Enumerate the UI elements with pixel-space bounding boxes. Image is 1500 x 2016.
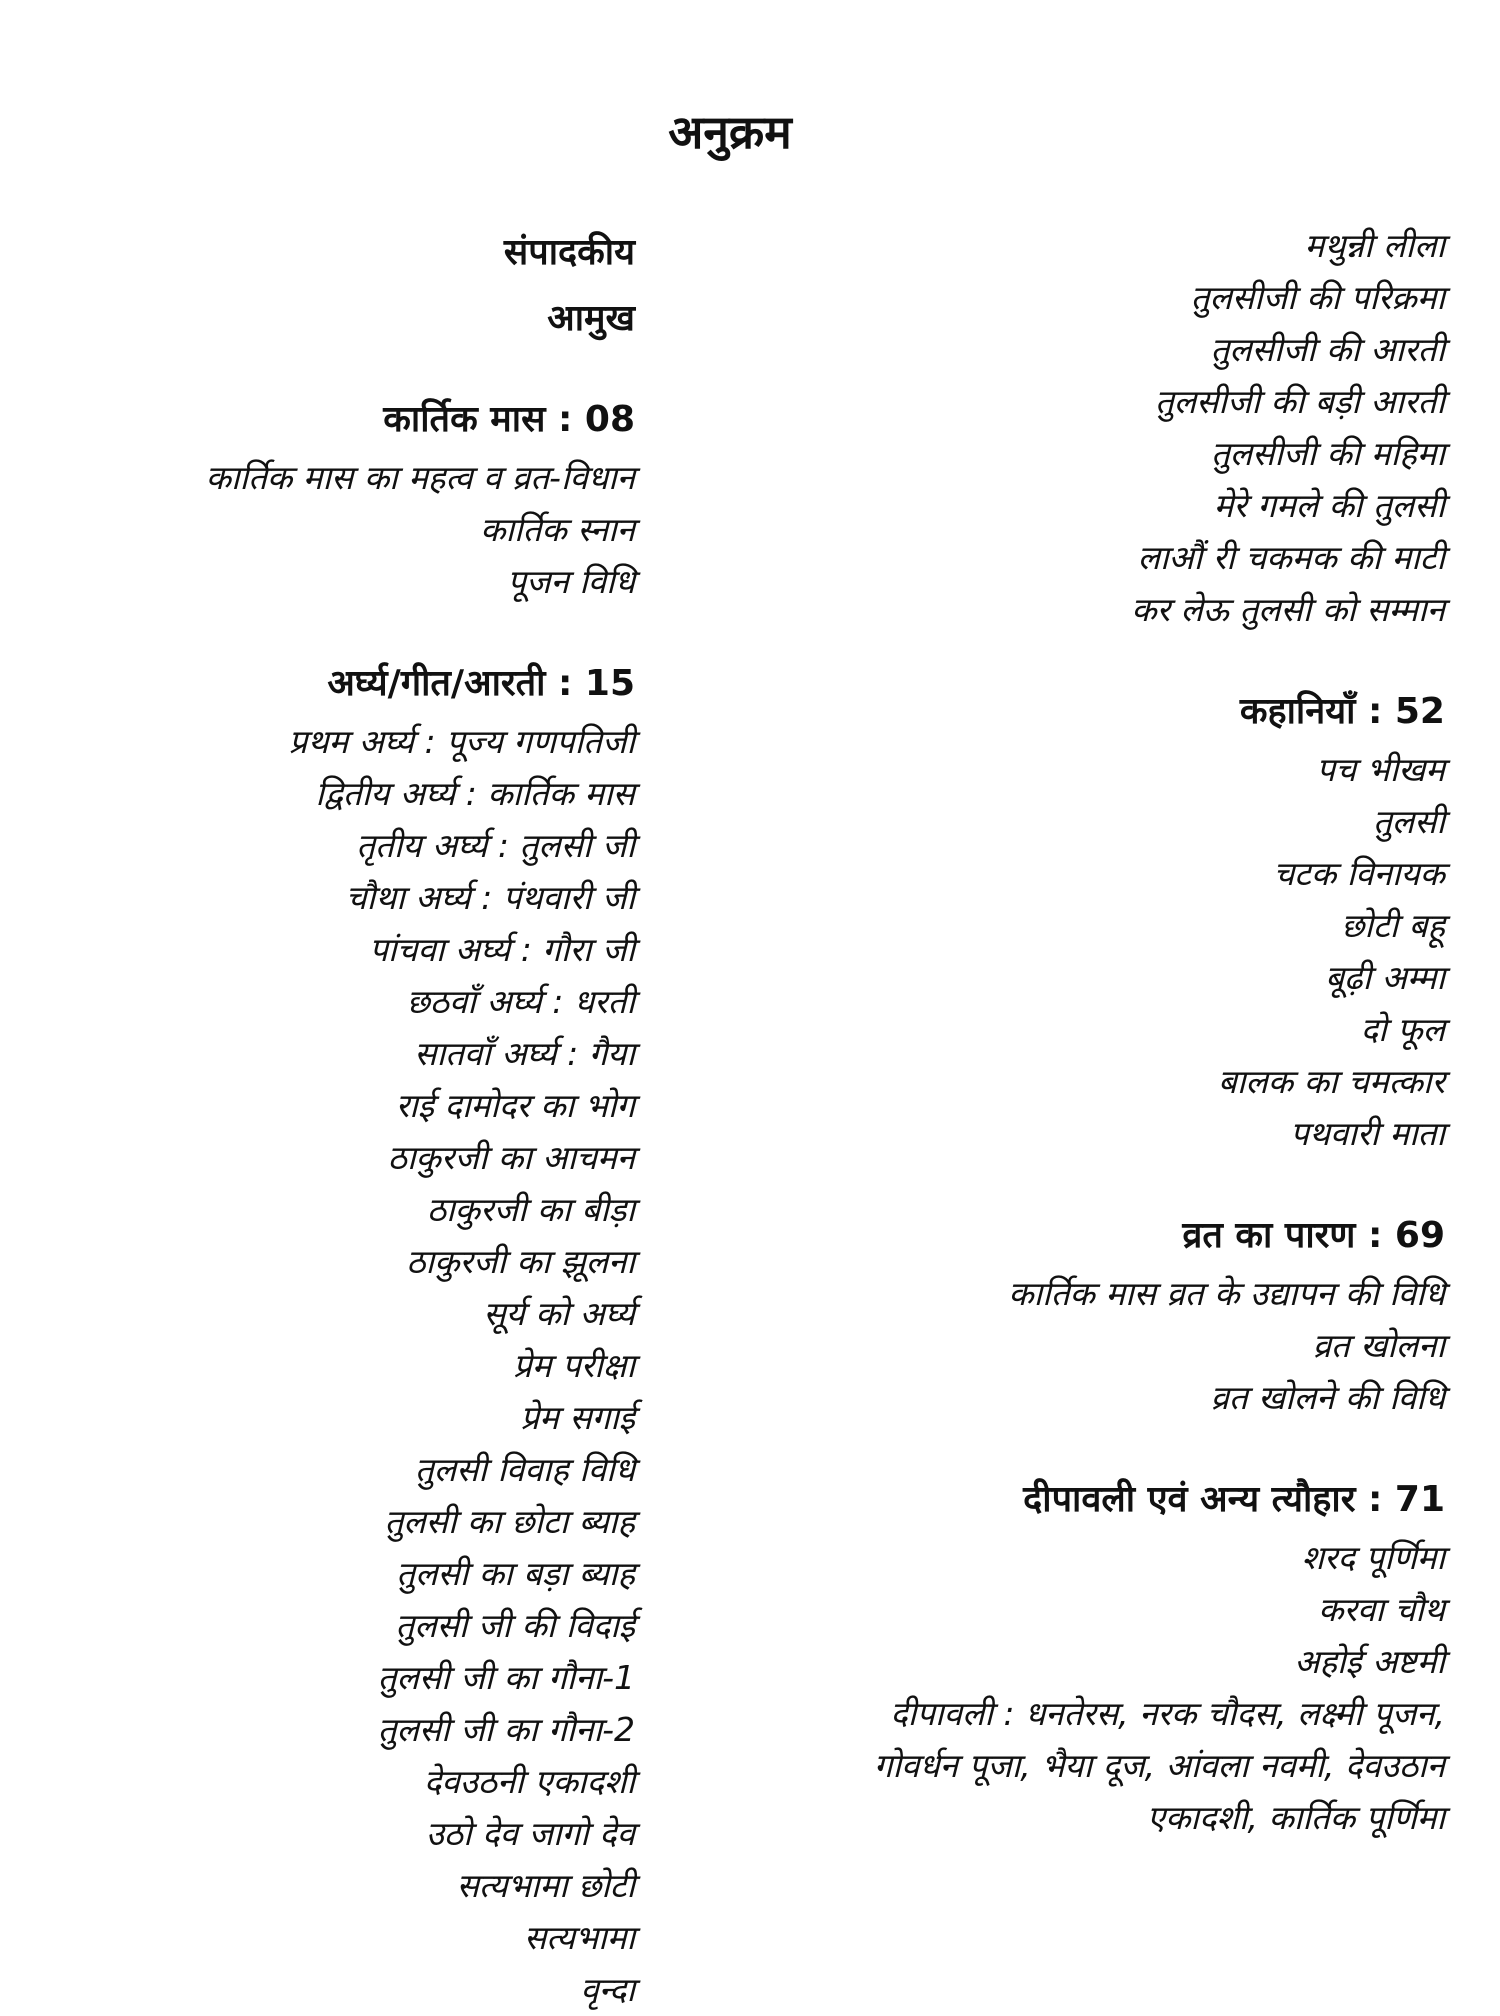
toc-item[interactable]: अहोई अष्टमी xyxy=(1294,1642,1445,1681)
toc-item[interactable]: तुलसी जी की विदाई xyxy=(395,1606,635,1645)
toc-item[interactable]: व्रत खोलने की विधि xyxy=(1210,1378,1445,1417)
toc-item[interactable]: देवउठनी एकादशी xyxy=(423,1762,635,1801)
toc-item[interactable]: छठवाँ अर्घ्य : धरती xyxy=(406,982,635,1021)
toc-item[interactable]: सत्यभामा xyxy=(523,1918,635,1957)
section-kartik-maas xyxy=(40,388,635,608)
toc-item[interactable]: लाऔं री चकमक की माटी xyxy=(1137,538,1445,577)
toc-item[interactable]: तुलसीजी की महिमा xyxy=(1210,434,1445,473)
toc-item[interactable]: सातवाँ अर्घ्य : गैया xyxy=(414,1034,635,1073)
section-deepawali xyxy=(660,1468,1445,1844)
section-arghya-geet-aarti xyxy=(40,652,635,2016)
toc-item[interactable]: चौथा अर्घ्य : पंथवारी जी xyxy=(345,878,635,917)
toc-item[interactable]: पांचवा अर्घ्य : गौरा जी xyxy=(369,930,635,969)
section-heading[interactable]: व्रत का पारण : 69 xyxy=(1182,1215,1445,1256)
toc-item[interactable]: मथुन्नी लीला xyxy=(1304,226,1445,265)
section-arghya-continued xyxy=(660,220,1445,636)
toc-item[interactable]: ठाकुरजी का बीड़ा xyxy=(426,1190,635,1229)
section-heading[interactable]: अर्घ्य/गीत/आरती : 15 xyxy=(327,663,635,704)
toc-item[interactable]: तुलसी विवाह विधि xyxy=(414,1450,635,1489)
toc-item[interactable]: मेरे गमले की तुलसी xyxy=(1213,486,1445,525)
toc-item[interactable]: व्रत खोलना xyxy=(1312,1326,1445,1365)
toc-item[interactable]: कार्तिक मास व्रत के उद्यापन की विधि xyxy=(1008,1274,1445,1313)
toc-item[interactable]: पच भीखम xyxy=(1316,750,1445,789)
toc-item[interactable]: तुलसीजी की बड़ी आरती xyxy=(1154,382,1445,421)
toc-item[interactable]: ठाकुरजी का आचमन xyxy=(387,1138,635,1177)
toc-item-long-line[interactable]: दीपावली : धनतेरस, नरक चौदस, लक्ष्मी पूजन, xyxy=(890,1694,1445,1733)
section-kahaniyan xyxy=(660,680,1445,1160)
toc-item[interactable]: प्रेम परीक्षा xyxy=(513,1346,635,1385)
toc-item[interactable]: तुलसीजी की आरती xyxy=(1210,330,1445,369)
section-heading[interactable]: दीपावली एवं अन्य त्यौहार : 71 xyxy=(1023,1479,1445,1520)
toc-item[interactable]: पूजन विधि xyxy=(507,562,635,601)
toc-item-long-line[interactable]: गोवर्धन पूजा, भैया दूज, आंवला नवमी, देवउठान xyxy=(873,1746,1445,1785)
section-heading[interactable]: कार्तिक मास : 08 xyxy=(383,399,635,440)
toc-item[interactable]: पथवारी माता xyxy=(1290,1114,1445,1153)
toc-item[interactable]: प्रेम सगाई xyxy=(520,1398,635,1437)
left-column xyxy=(40,220,635,2016)
toc-item[interactable]: वृन्दा xyxy=(580,1970,635,2009)
toc-item[interactable]: कार्तिक स्नान xyxy=(480,510,635,549)
toc-item[interactable]: द्वितीय अर्घ्य : कार्तिक मास xyxy=(315,774,635,813)
toc-item[interactable]: चटक विनायक xyxy=(1273,854,1445,893)
toc-item[interactable]: ठाकुरजी का झूलना xyxy=(406,1242,635,1281)
page-title: अनुक्रम xyxy=(668,105,792,159)
toc-item[interactable]: उठो देव जागो देव xyxy=(425,1814,635,1853)
toc-item[interactable]: तुलसी का छोटा ब्याह xyxy=(384,1502,635,1541)
toc-item[interactable]: शरद पूर्णिमा xyxy=(1301,1538,1445,1577)
toc-item[interactable]: सूर्य को अर्घ्य xyxy=(483,1294,635,1333)
toc-item[interactable]: तुलसी जी का गौना-2 xyxy=(377,1710,635,1749)
right-column xyxy=(660,220,1445,1844)
toc-item[interactable]: प्रथम अर्घ्य : पूज्य गणपतिजी xyxy=(288,722,635,761)
toc-item[interactable]: तुलसी xyxy=(1372,802,1445,841)
toc-item[interactable]: तुलसीजी की परिक्रमा xyxy=(1190,278,1445,317)
toc-item[interactable]: राई दामोदर का भोग xyxy=(395,1086,635,1125)
section-heading[interactable]: कहानियाँ : 52 xyxy=(1239,691,1445,732)
front-matter-preface[interactable]: आमुख xyxy=(547,298,635,339)
front-matter-editorial[interactable]: संपादकीय xyxy=(503,232,635,273)
toc-item[interactable]: करवा चौथ xyxy=(1318,1590,1445,1629)
toc-item[interactable]: दो फूल xyxy=(1360,1010,1445,1049)
toc-item[interactable]: सत्यभामा छोटी xyxy=(456,1866,635,1905)
toc-item[interactable]: कार्तिक मास का महत्व व व्रत-विधान xyxy=(205,458,635,497)
toc-item[interactable]: बालक का चमत्कार xyxy=(1218,1062,1445,1101)
toc-item[interactable]: तुलसी का बड़ा ब्याह xyxy=(396,1554,635,1593)
toc-item[interactable]: तृतीय अर्घ्य : तुलसी जी xyxy=(356,826,635,865)
toc-item[interactable]: छोटी बहू xyxy=(1341,906,1445,945)
section-vrat-ka-paran xyxy=(660,1204,1445,1424)
toc-item[interactable]: कर लेऊ तुलसी को सम्मान xyxy=(1131,590,1445,629)
toc-item[interactable]: बूढ़ी अम्मा xyxy=(1325,958,1445,997)
toc-item-long-line[interactable]: एकादशी, कार्तिक पूर्णिमा xyxy=(1146,1798,1445,1837)
toc-item[interactable]: तुलसी जी का गौना-1 xyxy=(377,1658,635,1697)
